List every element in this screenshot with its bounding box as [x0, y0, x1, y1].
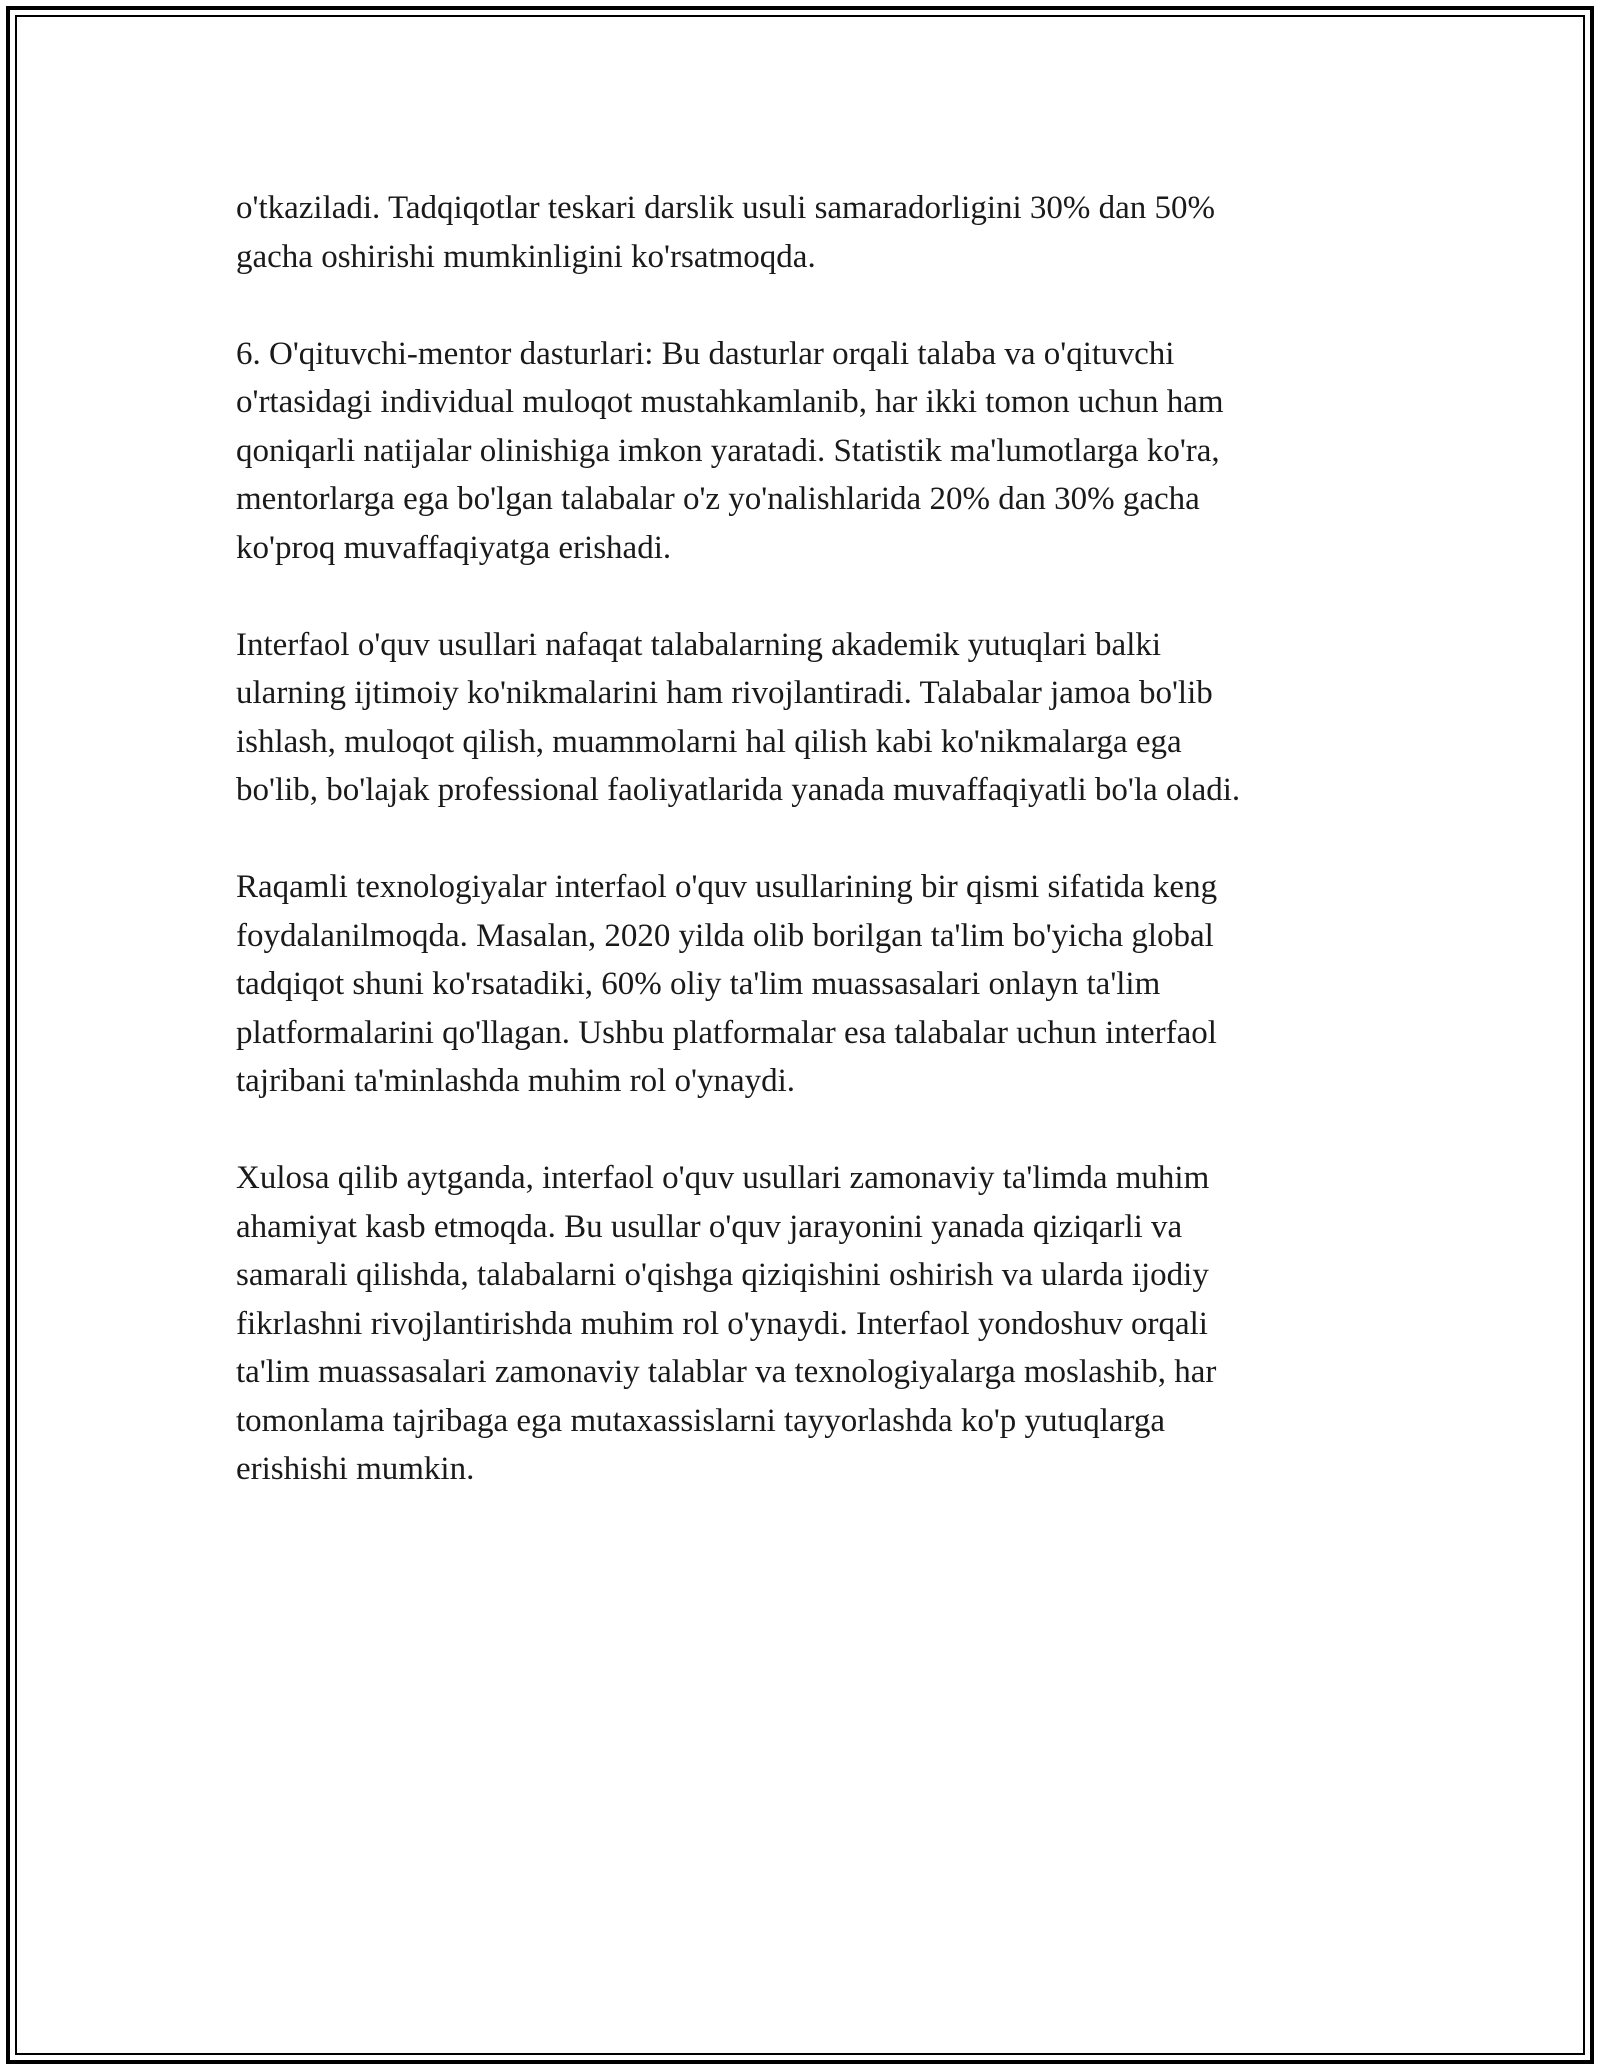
text-line: tajribani ta'minlashda muhim rol o'ynaydi. [236, 1063, 796, 1099]
paragraph-digital-technologies [236, 863, 1376, 1106]
text-line: 6. O'qituvchi-mentor dasturlari: Bu dasturlar orqali talaba va o'qituvchi [236, 335, 1175, 372]
paragraph-flipped-classroom-conclusion [236, 184, 1376, 281]
text-line: ko'proq muvaffaqiyatga erishadi. [236, 529, 672, 566]
text-line: ishlash, muloqot qilish, muammolarni hal qilish kabi ko'nikmalarga ega [236, 723, 1182, 760]
text-line: Interfaol o'quv usullari nafaqat talabalarning akademik yutuqlari balki [236, 626, 1162, 663]
text-line: o'tkaziladi. Tadqiqotlar teskari darslik usuli samaradorligini 30% dan 50% [236, 190, 1216, 226]
text-line: Xulosa qilib aytganda, interfaol o'quv usullari zamonaviy ta'limda muhim [236, 1160, 1210, 1196]
paragraph-social-skills [236, 621, 1376, 815]
text-line: bo'lib, bo'lajak professional faoliyatlarida yanada muvaffaqiyatli bo'la oladi. [236, 772, 1241, 808]
text-line: tomonlama tajribaga ega mutaxassislarni tayyorlashda ko'p yutuqlarga [236, 1402, 1166, 1439]
text-line: erishishi mumkin. [236, 1451, 475, 1487]
document-body [236, 184, 1376, 1494]
text-line: ularning ijtimoiy ko'nikmalarini ham rivojlantiradi. Talabalar jamoa bo'lib [236, 675, 1213, 711]
text-line: ahamiyat kasb etmoqda. Bu usullar o'quv jarayonini yanada qiziqarli va [236, 1208, 1183, 1245]
paragraph-mentor-programs [236, 330, 1376, 573]
paragraph-conclusion [236, 1154, 1376, 1494]
text-line: qoniqarli natijalar olinishiga imkon yaratadi. Statistik ma'lumotlarga ko'ra, [236, 432, 1220, 469]
text-line: samarali qilishda, talabalarni o'qishga qiziqishini oshirish va ularda ijodiy [236, 1257, 1209, 1293]
text-line: gacha oshirishi mumkinligini ko'rsatmoqda. [236, 238, 816, 275]
text-line: Raqamli texnologiyalar interfaol o'quv usullarining bir qismi sifatida keng [236, 869, 1218, 905]
text-line: tadqiqot shuni ko'rsatadiki, 60% oliy ta'lim muassasalari onlayn ta'lim [236, 966, 1161, 1002]
text-line: platformalarini qo'llagan. Ushbu platformalar esa talabalar uchun interfaol [236, 1014, 1217, 1051]
text-line: fikrlashni rivojlantirishda muhim rol o'ynaydi. Interfaol yondoshuv orqali [236, 1305, 1208, 1342]
text-line: mentorlarga ega bo'lgan talabalar o'z yo'nalishlarida 20% dan 30% gacha [236, 481, 1200, 517]
text-line: ta'lim muassasalari zamonaviy talablar va texnologiyalarga moslashib, har [236, 1354, 1217, 1390]
text-line: foydalanilmoqda. Masalan, 2020 yilda olib borilgan ta'lim bo'yicha global [236, 917, 1214, 954]
text-line: o'rtasidagi individual muloqot mustahkamlanib, har ikki tomon uchun ham [236, 384, 1224, 420]
